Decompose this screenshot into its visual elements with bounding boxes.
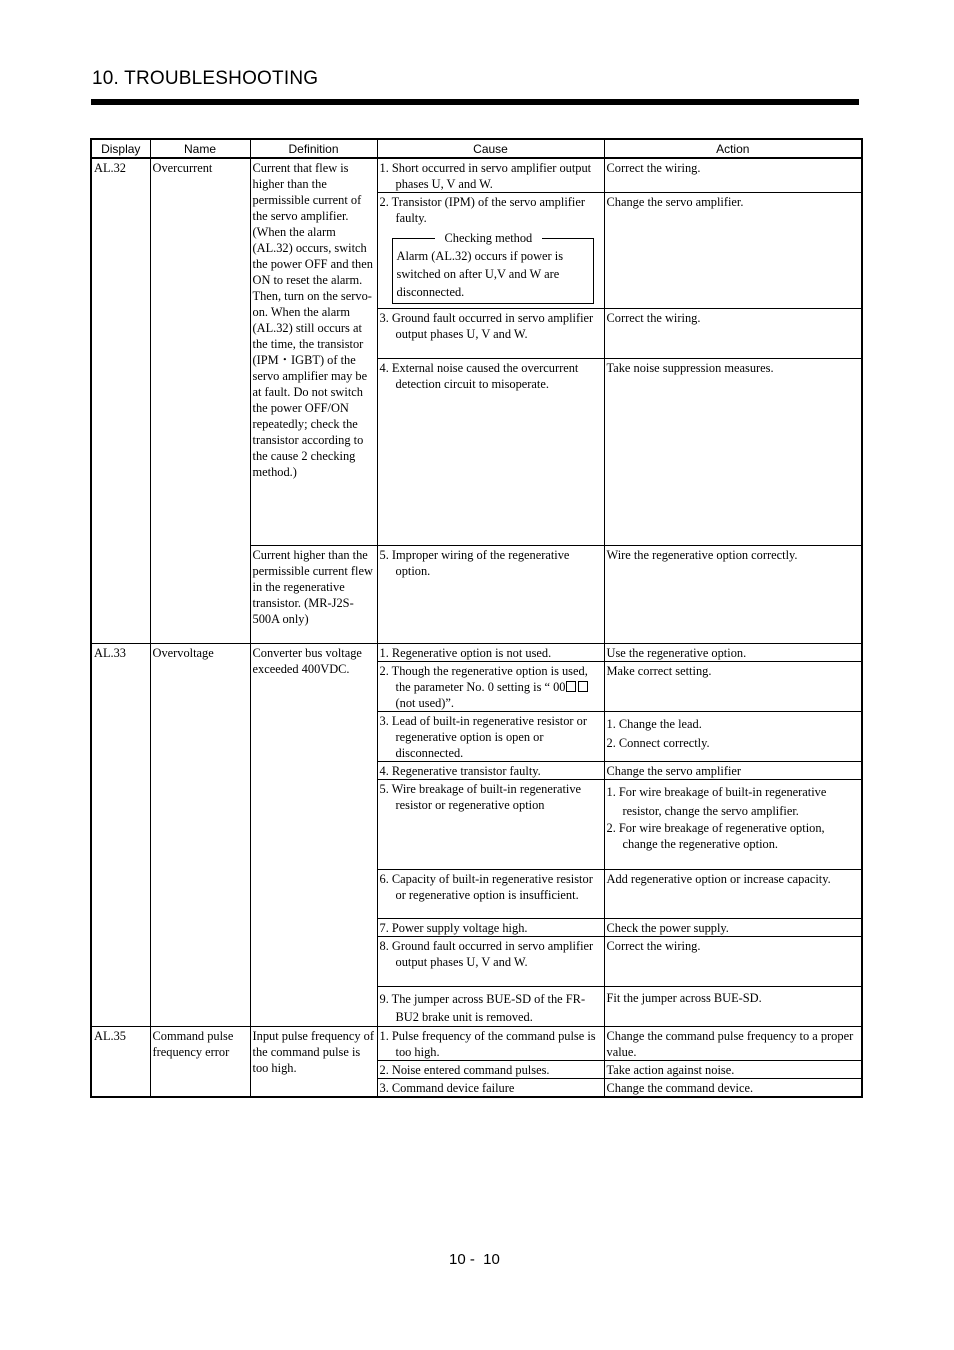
cause-item: 4. Regenerative transistor faulty.: [379, 764, 541, 778]
action-cell: Correct the wiring.: [604, 158, 862, 193]
name-al32: Overcurrent: [150, 158, 250, 644]
cause-item: 6. Capacity of built-in regenerative resistor or regenerative option is insufficient.: [379, 872, 593, 902]
display-al32: AL.32: [91, 158, 150, 644]
cause-cell: [377, 987, 604, 1027]
alarm-table: [90, 138, 863, 1098]
cause-cell: [377, 546, 604, 644]
display-al35: AL.35: [91, 1027, 150, 1098]
action-cell: Take noise suppression measures.: [604, 359, 862, 546]
cause-cell: [377, 1061, 604, 1079]
checking-method-text: Alarm (AL.32) occurs if power is switched on after U,V and W are disconnected.: [396, 249, 564, 299]
checking-method-box: [392, 231, 594, 304]
cause-item: 4. External noise caused the overcurrent detection circuit to misoperate.: [379, 361, 579, 391]
checking-method-title: Checking method: [435, 230, 543, 246]
cause-cell: [377, 919, 604, 937]
action-item: 1. For wire breakage of built-in regenerative resistor, change the servo amplifier.: [606, 785, 827, 818]
table-row: [91, 158, 862, 193]
action-cell: Check the power supply.: [604, 919, 862, 937]
cause-cell: [377, 662, 604, 712]
cause-cell: [377, 762, 604, 780]
table-row: [91, 1027, 862, 1061]
cause-item: 3. Command device failure: [379, 1081, 515, 1095]
action-item: 2. Connect correctly.: [606, 735, 710, 750]
action-cell: Use the regenerative option.: [604, 644, 862, 662]
action-cell: [604, 712, 862, 762]
cause-text: 2. Though the regenerative option is used, the parameter No. 0 setting is “ 00: [379, 664, 588, 694]
cause-cell: [377, 359, 604, 546]
definition-al33: Converter bus voltage exceeded 400VDC.: [250, 644, 377, 1027]
cause-cell: [377, 1079, 604, 1098]
action-text: Fit the jumper across BUE-SD.: [606, 991, 762, 1005]
display-al33: AL.33: [91, 644, 150, 1027]
action-cell: Make correct setting.: [604, 662, 862, 712]
cause-item: 1. Regenerative option is not used.: [379, 646, 552, 660]
action-cell: Change the servo amplifier: [604, 762, 862, 780]
action-cell: [604, 780, 862, 870]
action-item: 1. Change the lead.: [606, 717, 702, 731]
cause-cell: [377, 780, 604, 870]
action-cell: Correct the wiring.: [604, 937, 862, 987]
definition-al32-2: Current higher than the permissible current flew in the regenerative transistor. (MR-J2S-500A only): [250, 546, 377, 644]
definition-al35: Input pulse frequency of the command pulse is too high.: [250, 1027, 377, 1098]
placeholder-box-icon: [578, 681, 588, 692]
title-rule: [91, 99, 859, 105]
cause-item: 5. Wire breakage of built-in regenerative resistor or regenerative option: [379, 782, 582, 812]
cause-item: 2. Noise entered command pulses.: [379, 1063, 550, 1077]
cause-cell: [377, 158, 604, 193]
action-item: 2. For wire breakage of regenerative option, change the regenerative option.: [606, 821, 825, 851]
cause-item: 1. Short occurred in servo amplifier output phases U, V and W.: [379, 161, 592, 191]
action-cell: Change the command device.: [604, 1079, 862, 1098]
action-cell: [604, 987, 862, 1027]
cause-item: [380, 663, 602, 711]
cause-item: 7. Power supply voltage high.: [379, 921, 528, 935]
cause-cell: [377, 644, 604, 662]
action-cell: Wire the regenerative option correctly.: [604, 546, 862, 644]
cause-cell: [377, 193, 604, 309]
page-title: 10. TROUBLESHOOTING: [92, 68, 319, 89]
cause-cell: [377, 309, 604, 359]
cause-cell: [377, 870, 604, 919]
placeholder-box-icon: [566, 681, 576, 692]
table-row: [91, 644, 862, 662]
cause-cell: [377, 937, 604, 987]
action-cell: Correct the wiring.: [604, 309, 862, 359]
action-cell: Add regenerative option or increase capacity.: [604, 870, 862, 919]
action-cell: Change the command pulse frequency to a proper value.: [604, 1027, 862, 1061]
cause-cell: [377, 712, 604, 762]
cause-item: 9. The jumper across BUE-SD of the FR-BU2 brake unit is removed.: [379, 992, 586, 1024]
cause-item: 2. Transistor (IPM) of the servo amplifier faulty.: [379, 195, 585, 225]
page-number: 10 - 10: [449, 1251, 500, 1268]
action-cell: Change the servo amplifier.: [604, 193, 862, 309]
cause-item: 3. Lead of built-in regenerative resistor or regenerative option is open or disconnected.: [379, 714, 587, 760]
header-action: Action: [604, 139, 862, 158]
header-display: Display: [91, 139, 150, 158]
cause-text: (not used)”.: [395, 696, 454, 710]
cause-item: 8. Ground fault occurred in servo amplifier output phases U, V and W.: [379, 939, 594, 969]
header-cause: Cause: [377, 139, 604, 158]
header-definition: Definition: [250, 139, 377, 158]
cause-item: 5. Improper wiring of the regenerative option.: [379, 548, 570, 578]
name-al33: Overvoltage: [150, 644, 250, 1027]
cause-item: 1. Pulse frequency of the command pulse is too high.: [379, 1029, 596, 1059]
cause-cell: [377, 1027, 604, 1061]
definition-al32-1: Current that flew is higher than the permissible current of the servo amplifier. (When the alarm (AL.32) occurs, switch the power OFF and then ON to reset the alarm. Then, turn on the servo-on. When the alarm (AL.32) still occurs at the time, the transistor (IPM・IGBT) of the servo amplifier may be at fault. Do not switch the power OFF/ON repeatedly; check the transistor according to the cause 2 checking method.): [250, 158, 377, 546]
table-header-row: [91, 139, 862, 158]
cause-item: 3. Ground fault occurred in servo amplifier output phases U, V and W.: [379, 311, 594, 341]
header-name: Name: [150, 139, 250, 158]
action-cell: Take action against noise.: [604, 1061, 862, 1079]
name-al35: Command pulse frequency error: [150, 1027, 250, 1098]
